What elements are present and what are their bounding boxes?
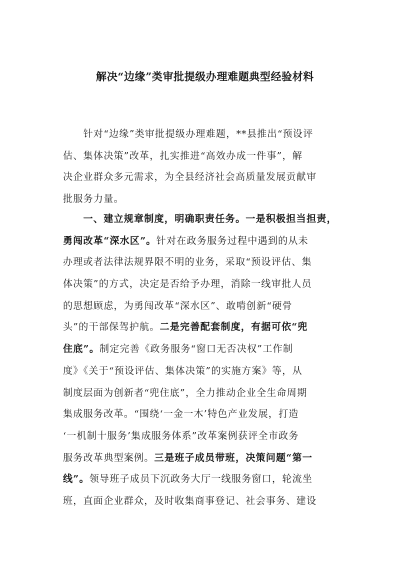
text-line: [63, 469, 349, 491]
text-run: 度》《关于“预设评估、集体决策”的实施方案》等，从: [63, 365, 303, 377]
text-line: [63, 491, 349, 513]
text-line: [63, 317, 349, 339]
text-run: 服务改革典型案例。: [63, 452, 155, 464]
text-run: 班，直面企业群众，及时收集商事登记、社会事务、建设: [63, 495, 317, 507]
text-line: [63, 383, 349, 405]
text-run: 针对在政务服务过程中遇到的从未: [156, 235, 309, 247]
text-run: 制定完善《政务服务“窗口无否决权”工作制: [99, 344, 293, 356]
bold-text-run: 三是班子成员带班，决策问题“第一: [154, 452, 313, 464]
text-run: 办理或者法律法规界限不明的业务，采取“预设评估、集: [63, 257, 312, 269]
text-line: [63, 404, 349, 426]
bold-text-run: 一、建立规章制度，明确职责任务。一是积极担当担责，: [63, 214, 337, 225]
text-line: [63, 426, 349, 448]
text-run: ‘一机制十服务’集成服务体系”改革案例获评全市政务: [63, 430, 299, 442]
text-run: 制度层面为创新者“兜住底”，全力推动企业全生命周期: [63, 387, 308, 399]
text-line: [63, 296, 349, 318]
text-run: 集成服务改革。“围绕‘一金一木’特色产业发展，打造: [63, 409, 299, 421]
bold-text-run: 住底”。: [63, 344, 100, 356]
text-run: 体决策”的方式，决定是否给予办理，消除一线审批人员: [63, 279, 312, 291]
text-line: [63, 448, 349, 470]
bold-text-run: 线”。: [63, 474, 90, 486]
text-line: [63, 231, 349, 253]
text-line: [63, 339, 349, 361]
text-line: [63, 361, 349, 383]
text-run: 领导班子成员下沉政务大厅一线服务窗口，轮流坐: [89, 474, 313, 486]
document-title: 解决“边缘”类审批提级办理难题典型经验材料: [96, 71, 314, 83]
bold-text-run: 二是完善配套制度，有据可依“兜: [159, 322, 308, 334]
text-line: 批服务力量。: [63, 194, 124, 206]
section-1-paragraph: [63, 209, 349, 513]
intro-paragraph: [63, 124, 349, 211]
text-run: 头”的干部保驾护航。: [63, 322, 160, 334]
bold-text-run: 勇闯改革“深水区”。: [63, 235, 157, 247]
text-run: 的思想顾虑，为勇闯改革“深水区”、敢啃创新“硬骨: [63, 300, 293, 312]
text-line: 估、集体决策”改革，扎实推进“高效办成一件事”，解: [63, 150, 303, 162]
text-line: 针对“边缘”类审批提级办理难题，**县推出“预设评: [63, 129, 314, 140]
text-line: 决企业群众多元需求，为全县经济社会高质量发展贡献审: [63, 172, 317, 184]
text-line: [63, 252, 349, 274]
text-line: [63, 209, 349, 231]
text-line: [63, 274, 349, 296]
